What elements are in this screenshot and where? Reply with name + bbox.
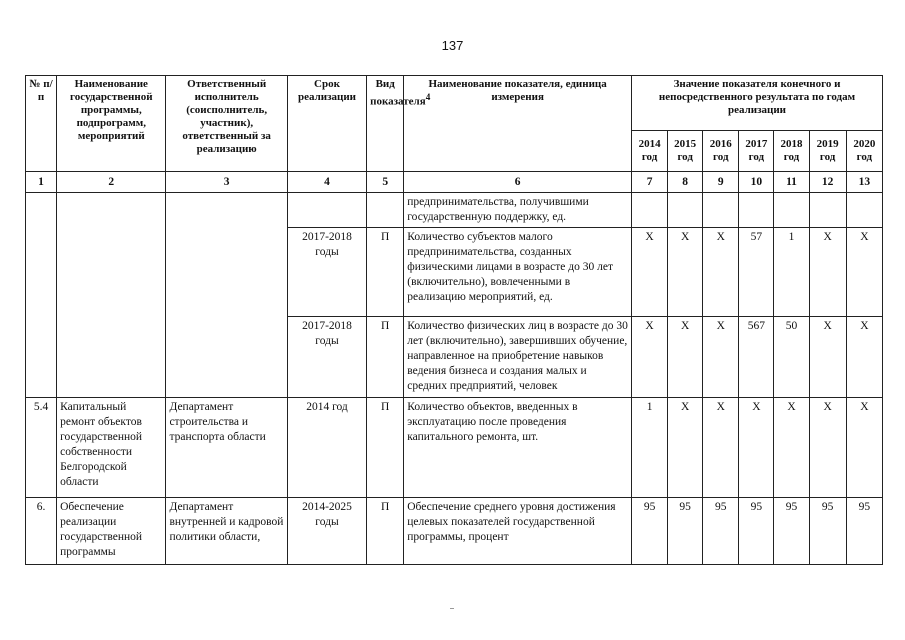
cell-value: Х [846,228,882,317]
header-num: № п/п [26,76,57,172]
cell-value: 567 [739,317,774,398]
page-number: 137 [441,38,464,53]
cell-name [57,193,166,398]
cell-num: 6. [26,498,57,565]
cell-num [26,193,57,398]
header-year: 2020 год [846,131,882,172]
table-row [26,193,883,228]
cell-indicator: Количество объектов, введенных в эксплуатацию после проведения капитального ремонта, шт. [404,398,632,498]
cell-value [846,193,882,228]
cell-indicator: Обеспечение среднего уровня достижения целевых показателей государственной программы, процент [404,498,632,565]
cell-value: Х [774,398,809,498]
cell-value: 95 [809,498,846,565]
header-year: 2015 год [668,131,703,172]
cell-executor: Департамент строительства и транспорта области [166,398,287,498]
cell-value: Х [846,317,882,398]
cell-value: 95 [774,498,809,565]
table-row [26,398,883,498]
column-number: 9 [703,172,739,193]
cell-value: 50 [774,317,809,398]
cell-value: 95 [846,498,882,565]
cell-indicator: предпринимательства, получившими государственную поддержку, ед. [404,193,632,228]
cell-num: 5.4 [26,398,57,498]
cell-value: 95 [703,498,739,565]
column-number: 6 [404,172,632,193]
header-indicator: Наименование показателя, единица измерения [404,76,632,172]
header-year: 2019 год [809,131,846,172]
cell-value: 95 [668,498,703,565]
column-number-row [26,172,883,193]
cell-indicator: Количество субъектов малого предпринимательства, созданных физическими лицами в возрасте до 30 лет (включительно), вовлеченными в реализацию мероприятий, ед. [404,228,632,317]
header-name: Наименование государственной программы, подпрограмм, мероприятий [57,76,166,172]
cell-value: 95 [632,498,668,565]
cell-value: Х [846,398,882,498]
header-type-footnote: 4 [425,92,431,102]
cell-value: Х [632,317,668,398]
indicator-table [25,75,883,565]
cell-value: 1 [774,228,809,317]
header-year: 2016 год [703,131,739,172]
cell-value: Х [632,228,668,317]
cell-term: 2017-2018 годы [287,317,366,398]
header-type [367,76,431,172]
cell-value: 57 [739,228,774,317]
cell-type [367,193,404,228]
cell-executor: Департамент внутренней и кадровой политики области, [166,498,287,565]
cell-executor [166,193,287,398]
column-number: 4 [287,172,366,193]
table-row [26,498,883,565]
scan-speck [450,608,454,609]
header-type-label: Вид показателя [370,78,426,108]
cell-value: 1 [632,398,668,498]
column-number: 7 [632,172,668,193]
column-number: 12 [809,172,846,193]
cell-value: Х [703,398,739,498]
column-number: 8 [668,172,703,193]
cell-value: Х [809,398,846,498]
column-number: 10 [739,172,774,193]
cell-type: П [367,498,404,565]
column-number: 13 [846,172,882,193]
cell-value: Х [739,398,774,498]
cell-term: 2014 год [287,398,366,498]
header-executor: Ответственный исполнитель (соисполнитель, участник), ответственный за реализацию [166,76,287,172]
cell-value [809,193,846,228]
cell-value [632,193,668,228]
cell-term: 2017-2018 годы [287,228,366,317]
cell-name: Обеспечение реализации государственной программы [57,498,166,565]
cell-term: 2014-2025 годы [287,498,366,565]
column-number: 5 [367,172,404,193]
cell-term [287,193,366,228]
cell-value: Х [809,228,846,317]
cell-value: Х [668,228,703,317]
cell-type: П [367,228,404,317]
cell-value [668,193,703,228]
cell-type: П [367,317,404,398]
header-year: 2017 год [739,131,774,172]
cell-value [774,193,809,228]
cell-name: Капитальный ремонт объектов государственной собственности Белгородской области [57,398,166,498]
column-number: 2 [57,172,166,193]
cell-value: Х [703,317,739,398]
header-values: Значение показателя конечного и непосредственного результата по годам реализации [632,76,883,131]
column-number: 11 [774,172,809,193]
cell-type: П [367,398,404,498]
cell-value [739,193,774,228]
column-number: 1 [26,172,57,193]
header-year: 2018 год [774,131,809,172]
column-number: 3 [166,172,287,193]
header-year: 2014 год [632,131,668,172]
cell-value: Х [703,228,739,317]
cell-value: Х [809,317,846,398]
cell-value: 95 [739,498,774,565]
cell-value: Х [668,398,703,498]
cell-value [703,193,739,228]
cell-value: Х [668,317,703,398]
cell-indicator: Количество физических лиц в возрасте до 30 лет (включительно), завершивших обучение, направленное на приобретение навыков ведения бизнеса и создания малых и средних предприятий, человек [404,317,632,398]
header-term: Срок реализации [287,76,366,172]
